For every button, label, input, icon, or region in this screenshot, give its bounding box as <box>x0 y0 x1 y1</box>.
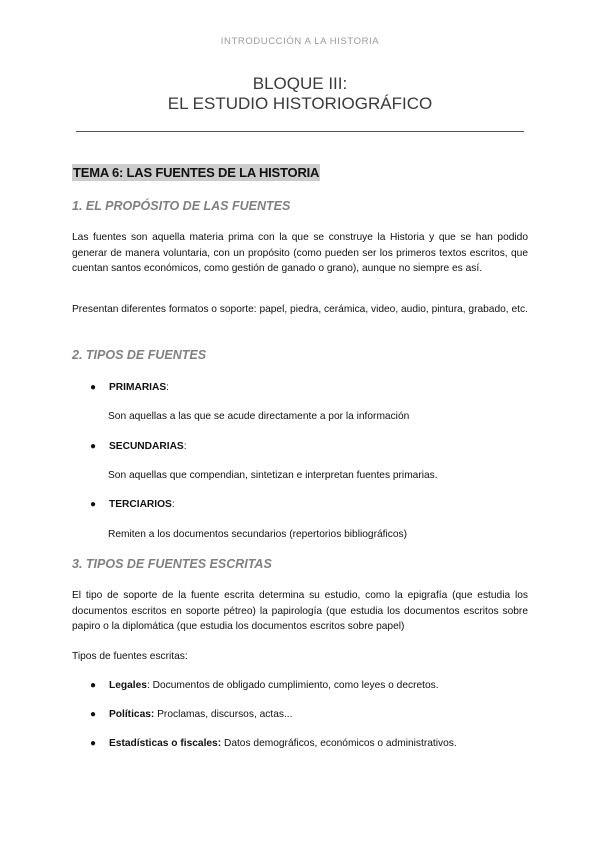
section-3-paragraph-2: Tipos de fuentes escritas: <box>72 651 188 662</box>
section-1-paragraph-2: Presentan diferentes formatos o soporte: papel, piedra, cerámica, video, audio, pintura, grabado, etc. <box>72 304 528 315</box>
list-item-description: Son aquellas que compendian, sintetizan e interpretan fuentes primarias. <box>108 470 438 481</box>
list-item-label: PRIMARIAS <box>109 382 167 393</box>
list-item-label: Legales <box>109 680 147 691</box>
list-item-terciarios: ● TERCIARIOS: <box>90 499 175 510</box>
list-item-description: Remiten a los documentos secundarios (repertorios bibliográficos) <box>108 529 407 540</box>
list-item-label: Estadísticas o fiscales: <box>109 738 222 749</box>
list-item-primarias: ● PRIMARIAS: <box>90 382 170 393</box>
list-item-description: Son aquellas a las que se acude directamente a por la información <box>108 411 410 422</box>
section-3-paragraph-1: El tipo de soporte de la fuente escrita determina su estudio, como la epigrafía (que estudia los documentos escritos en soporte pétreo) la papirología (que estudia los documentos escritos sobre papiro o la diplomática (que estudia los documentos escritos sobre papel) <box>72 590 528 633</box>
running-header: INTRODUCCIÓN A LA HISTORIA <box>220 36 380 47</box>
page-title <box>0 74 600 114</box>
list-item-text: Proclamas, discursos, actas... <box>154 709 293 720</box>
list-item-politicas <box>90 708 292 722</box>
bullet-icon: ● <box>90 738 97 749</box>
list-item-legales <box>90 679 439 693</box>
bullet-icon: ● <box>90 680 97 691</box>
list-item-text: Datos demográficos, económicos o administrativos. <box>221 738 457 749</box>
list-item-label: TERCIARIOS <box>109 499 172 510</box>
section-2-heading: 2. TIPOS DE FUENTES <box>72 348 207 362</box>
bullet-icon: ● <box>90 441 97 452</box>
title-line-1: BLOQUE III: <box>252 74 348 93</box>
bullet-icon: ● <box>90 499 97 510</box>
title-divider <box>76 131 524 132</box>
title-line-2: EL ESTUDIO HISTORIOGRÁFICO <box>167 94 433 113</box>
section-1-paragraph-1: Las fuentes son aquella materia prima con la que se construye la Historia y que se han podido generar de manera voluntaria, con un propósito (como pueden ser los primeros textos escritos, que cuentan santos económicos, como gestión de ganado o grano), aunque no siempre es así. <box>72 232 528 275</box>
section-3-heading: 3. TIPOS DE FUENTES ESCRITAS <box>72 557 272 571</box>
tema-heading: TEMA 6: LAS FUENTES DE LA HISTORIA <box>73 165 320 180</box>
list-item-estadisticas <box>90 737 457 751</box>
list-item-label: Políticas: <box>109 709 155 720</box>
section-1-heading: 1. EL PROPÓSITO DE LAS FUENTES <box>72 199 291 213</box>
list-item-label: SECUNDARIAS <box>109 441 184 452</box>
bullet-icon: ● <box>90 709 97 720</box>
bullet-icon: ● <box>90 382 97 393</box>
list-item-text: : Documentos de obligado cumplimiento, como leyes o decretos. <box>146 680 439 691</box>
list-item-secundarias: ● SECUNDARIAS: <box>90 441 187 452</box>
